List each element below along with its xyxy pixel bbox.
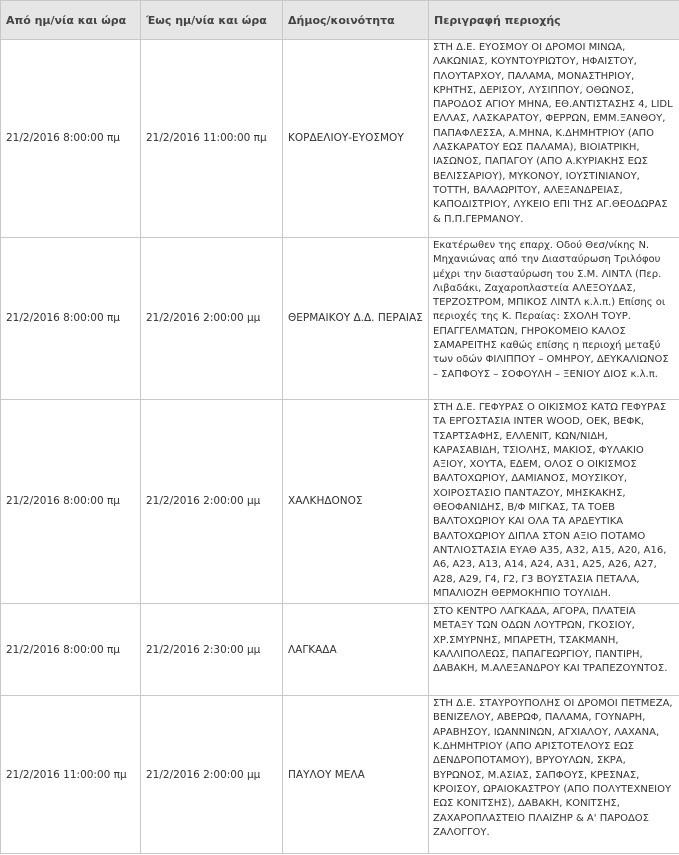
cell-to: 21/2/2016 2:30:00 μμ	[141, 604, 283, 696]
header-municipality[interactable]: Δήμος/κοινότητα	[283, 1, 429, 40]
cell-description: ΣΤΟ ΚΕΝΤΡΟ ΛΑΓΚΑΔΑ, ΑΓΟΡΑ, ΠΛΑΤΕΙΑ ΜΕΤΑΞΥ ΤΩΝ ΟΔΩΝ ΛΟΥΤΡΩΝ, ΓΚΟΣΙΟΥ, ΧΡ.ΣΜΥΡΝΗΣ, ΜΠΑΡΕΤΗ, ΤΣΑΚΜΑΝΗ, ΚΑΛΛΙΠΟΛΕΩΣ, ΠΑΠΑΓΕΩΡΓΙΟΥ, ΠΑΝΤΙΡΗ, ΔΑΒΑΚΗ, Μ.ΑΛΕΞΑΝΔΡΟΥ ΚΑΙ ΤΡΑΠΕΖΟΥΝΤΟΣ.	[429, 604, 679, 696]
cell-to: 21/2/2016 2:00:00 μμ	[141, 696, 283, 854]
header-row	[1, 1, 679, 40]
header-description[interactable]: Περιγραφή περιοχής	[429, 1, 679, 40]
cell-description: ΣΤΗ Δ.Ε. ΓΕΦΥΡΑΣ Ο ΟΙΚΙΣΜΟΣ ΚΑΤΩ ΓΕΦΥΡΑΣ ΤΑ ΕΡΓΟΣΤΑΣΙΑ INTER WOOD, ΟΕΚ, ΒΕΦΚ, ΤΣΑΡΤΣΑΦΗΣ, ΕΛΛΕΝΙΤ, ΚΩΝ/ΝΙΔΗ, ΚΑΡΑΣΑΒΙΔΗ, ΤΣΙΟΛΗΣ, ΜΑΚΙΟΣ, ΦΥΛΑΚΙΟ ΑΞΙΟΥ, ΧΟΥΤΑ, ΕΔΕΜ, ΟΛΟΣ Ο ΟΙΚΙΣΜΟΣ ΒΑΛΤΟΧΩΡΙΟΥ, ΔΑΜΙΑΝΟΣ, ΜΟΥΣΙΚΟΥ, ΧΟΙΡΟΣΤΑΣΙΟ ΠΑΝΤΑΖΟΥ, ΜΗΣΚΑΚΗΣ, ΘΕΟΦΑΝΙΔΗΣ, Β/Φ ΜΙΓΚΑΣ, ΤΑ ΤΟΕΒ ΒΑΛΤΟΧΩΡΙΟΥ ΚΑΙ ΟΛΑ ΤΑ ΑΡΔΕΥΤΙΚΑ ΒΑΛΤΟΧΩΡΙΟΥ ΔΙΠΛΑ ΣΤΟΝ ΑΞΙΟ ΠΟΤΑΜΟ ΑΝΤΛΙΟΣΤΑΣΙΑ ΕΥΑΘ Α35, Α32, Α15, Α20, Α16, Α6, Α23, Α13, Α14, Α24, Α31, Α25, Α26, Α27, Α28, Α29, Γ4, Γ2, Γ3 ΒΟΥΣΤΑΣΙΑ ΠΕΤΑΛΑ, ΜΠΑΛΙΟΖΗ ΘΕΡΜΟΚΗΠΙΟ ΤΟΥΛΙΔΗ.	[429, 400, 679, 604]
cell-from: 21/2/2016 8:00:00 πμ	[1, 238, 141, 400]
table-row	[1, 238, 679, 400]
cell-municipality: ΚΟΡΔΕΛΙΟΥ-ΕΥΟΣΜΟΥ	[283, 40, 429, 238]
cell-description: ΣΤΗ Δ.Ε. ΕΥΟΣΜΟΥ ΟΙ ΔΡΟΜΟΙ ΜΙΝΩΑ, ΛΑΚΩΝΙΑΣ, ΚΟΥΝΤΟΥΡΙΩΤΟΥ, ΗΦΑΙΣΤΟΥ, ΠΛΟΥΤΑΡΧΟΥ, ΠΑΛΑΜΑ, ΜΟΝΑΣΤΗΡΙΟΥ, ΚΡΗΤΗΣ, ΔΕΡΙΣΟΥ, ΛΥΣΙΠΠΟΥ, ΟΘΩΝΟΣ, ΠΑΡΟΔΟΣ ΑΓΙΟΥ ΜΗΝΑ, ΕΘ.ΑΝΤΙΣΤΑΣΗΣ 4, LIDL ΕΛΛΑΣ, ΛΑΣΚΑΡΑΤΟΥ, ΦΕΡΡΩΝ, ΕΜΜ.ΞΑΝΘΟΥ, ΠΑΠΑΦΛΕΣΣΑ, Α.ΜΗΝΑ, Κ.ΔΗΜΗΤΡΙΟΥ (ΑΠΟ ΛΑΣΚΑΡΑΤΟΥ ΕΩΣ ΠΑΛΑΜΑ), ΒΙΟΙΑΤΡΙΚΗ, ΙΑΣΩΝΟΣ, ΠΑΠΑΓΟΥ (ΑΠΟ Α.ΚΥΡΙΑΚΗΣ ΕΩΣ ΒΕΛΙΣΣΑΡΙΟΥ), ΜΥΚΟΝΟΥ, ΙΟΥΣΤΙΝΙΑΝΟΥ, ΤΟΤΤΗ, ΒΑΛΑΩΡΙΤΟΥ, ΑΛΕΞΑΝΔΡΕΙΑΣ, ΚΑΠΟΔΙΣΤΡΙΟΥ, ΛΥΚΕΙΟ ΕΠΙ ΤΗΣ ΑΓ.ΘΕΟΔΩΡΑΣ & Π.Π.ΓΕΡΜΑΝΟΥ.	[429, 40, 679, 238]
cell-from: 21/2/2016 8:00:00 πμ	[1, 400, 141, 604]
cell-description: Εκατέρωθεν της επαρχ. Οδού Θεσ/νίκης Ν. Μηχανιώνας από την Διασταύρωση Τριλόφου μέχρι την διασταύρωση του Σ.Μ. ΛΙΝΤΛ (Περ. Λιβαδάκι, Ζαχαροπλαστεία ΑΛΕΞΟΥΔΑΣ, ΤΕΡΖΟΣΤΡΟΜ, ΜΠΙΚΟΣ ΛΙΝΤΛ κ.λ.π.) Επίσης οι περιοχές της Κ. Περαίας: ΣΧΟΛΗ ΤΟΥΡ. ΕΠΑΓΓΕΛΜΑΤΩΝ, ΓΗΡΟΚΟΜΕΙΟ ΚΑΛΟΣ ΣΑΜΑΡΕΙΤΗΣ καθώς επίσης η περιοχή μεταξύ των οδών ΦΙΛΙΠΠΟΥ – ΟΜΗΡΟΥ, ΔΕΥΚΑΛΙΩΝΟΣ – ΣΑΠΦΟΥΣ – ΣΟΦΟΥΛΗ – ΞΕΝΙΟΥ ΔΙΟΣ κ.λ.π.	[429, 238, 679, 400]
table-row	[1, 40, 679, 238]
table-row	[1, 696, 679, 854]
cell-municipality: ΧΑΛΚΗΔΟΝΟΣ	[283, 400, 429, 604]
header-to[interactable]: Έως ημ/νία και ώρα	[141, 1, 283, 40]
cell-from: 21/2/2016 11:00:00 πμ	[1, 696, 141, 854]
cell-to: 21/2/2016 2:00:00 μμ	[141, 400, 283, 604]
cell-municipality: ΛΑΓΚΑΔΑ	[283, 604, 429, 696]
header-from[interactable]: Από ημ/νία και ώρα	[1, 1, 141, 40]
cell-description: ΣΤΗ Δ.Ε. ΣΤΑΥΡΟΥΠΟΛΗΣ ΟΙ ΔΡΟΜΟΙ ΠΕΤΜΕΖΑ, ΒΕΝΙΖΕΛΟΥ, ΑΒΕΡΩΦ, ΠΑΛΑΜΑ, ΓΟΥΝΑΡΗ, ΑΡΑΒΗΣΟΥ, ΙΩΑΝΝΙΝΩΝ, ΑΓΧΙΑΛΟΥ, ΛΑΧΑΝΑ, Κ.ΔΗΜΗΤΡΙΟΥ (ΑΠΟ ΑΡΙΣΤΟΤΕΛΟΥΣ ΕΩΣ ΔΕΝΔΡΟΠΟΤΑΜΟΥ), ΒΡΥΟΥΛΩΝ, ΣΚΡΑ, ΒΥΡΩΝΟΣ, Μ.ΑΣΙΑΣ, ΣΑΠΦΟΥΣ, ΚΡΕΣΝΑΣ, ΚΡΟΙΣΟΥ, ΩΡΑΙΟΚΑΣΤΡΟΥ (ΑΠΟ ΠΟΛΥΤΕΧΝΕΙΟΥ ΕΩΣ ΚΟΝΙΤΣΗΣ), ΔΑΒΑΚΗ, ΚΟΝΙΤΣΗΣ, ΖΑΧΑΡΟΠΛΑΣΤΕΙΟ ΠΛΑΙΖΗΡ & Α' ΠΑΡΟΔΟΣ ΖΑΛΟΓΓΟΥ.	[429, 696, 679, 854]
cell-to: 21/2/2016 2:00:00 μμ	[141, 238, 283, 400]
cell-from: 21/2/2016 8:00:00 πμ	[1, 40, 141, 238]
cell-to: 21/2/2016 11:00:00 πμ	[141, 40, 283, 238]
cell-municipality: ΠΑΥΛΟΥ ΜΕΛΑ	[283, 696, 429, 854]
cell-municipality: ΘΕΡΜΑΙΚΟΥ Δ.Δ. ΠΕΡΑΙΑΣ	[283, 238, 429, 400]
table-row	[1, 604, 679, 696]
cell-from: 21/2/2016 8:00:00 πμ	[1, 604, 141, 696]
table-row	[1, 400, 679, 604]
